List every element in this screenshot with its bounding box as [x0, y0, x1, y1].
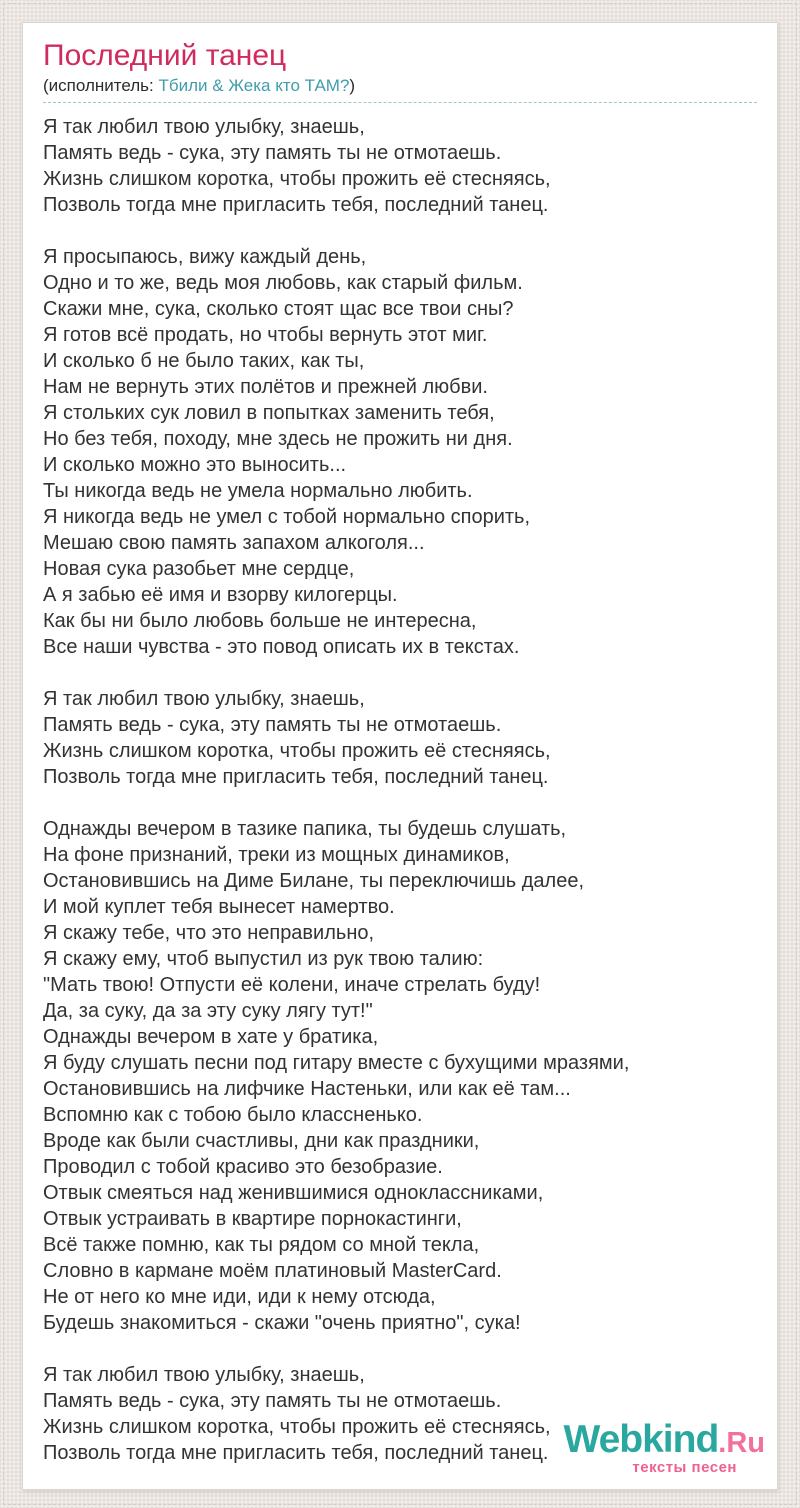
lyric-line: Проводил с тобой красиво это безобразие. [43, 1156, 443, 1178]
lyric-line: Память ведь - сука, эту память ты не отмотаешь. [43, 1390, 502, 1412]
lyric-line: Я просыпаюсь, вижу каждый день, [43, 246, 367, 268]
lyric-line: Одно и то же, ведь моя любовь, как старый фильм. [43, 272, 523, 294]
lyric-line: Жизнь слишком коротка, чтобы прожить её стесняясь, [43, 168, 551, 190]
lyric-line: Нам не вернуть этих полётов и прежней любви. [43, 376, 488, 398]
lyric-line: Память ведь - сука, эту память ты не отмотаешь. [43, 142, 502, 164]
lyric-line: Я так любил твою улыбку, знаешь, [43, 1364, 365, 1386]
logo-text-ru: .Ru [718, 1427, 765, 1459]
lyric-line: Все наши чувства - это повод описать их в текстах. [43, 636, 520, 658]
artist-line [43, 75, 757, 97]
lyric-line: Новая сука разобьет мне сердце, [43, 558, 355, 580]
lyric-line: Я буду слушать песни под гитару вместе с бухущими мразями, [43, 1052, 630, 1074]
webkind-logo[interactable] [563, 1420, 765, 1475]
lyric-line: Память ведь - сука, эту память ты не отмотаешь. [43, 714, 502, 736]
lyric-line: Я скажу ему, чтоб выпустил из рук твою талию: [43, 948, 484, 970]
lyric-line: И мой куплет тебя вынесет намертво. [43, 896, 395, 918]
logo-text-webkind: Webkind [563, 1418, 719, 1461]
stanza [43, 816, 757, 1336]
artist-label-suffix: ) [349, 76, 356, 95]
artist-link[interactable]: Тбили & Жека кто ТАМ? [158, 76, 350, 95]
lyric-line: Как бы ни было любовь больше не интересна, [43, 610, 477, 632]
lyric-line: Но без тебя, походу, мне здесь не прожить ни дня. [43, 428, 513, 450]
stanza [43, 114, 757, 218]
lyrics-text [43, 114, 757, 1466]
artist-label: (исполнитель: [43, 76, 159, 95]
lyric-line: Да, за суку, да за эту суку лягу тут!" [43, 1000, 373, 1022]
lyric-line: На фоне признаний, треки из мощных динамиков, [43, 844, 510, 866]
lyric-line: Я никогда ведь не умел с тобой нормально спорить, [43, 506, 531, 528]
stanza [43, 244, 757, 660]
lyric-line: Я готов всё продать, но чтобы вернуть этот миг. [43, 324, 488, 346]
lyric-line: Мешаю свою память запахом алкоголя... [43, 532, 425, 554]
lyric-line: Я так любил твою улыбку, знаешь, [43, 116, 365, 138]
stanza [43, 686, 757, 790]
dotted-separator [43, 102, 757, 103]
lyrics-card [22, 22, 778, 1490]
lyric-line: Ты никогда ведь не умела нормально любить. [43, 480, 473, 502]
lyric-line: Остановившись на Диме Билане, ты переключишь далее, [43, 870, 585, 892]
lyric-line: Будешь знакомиться - скажи "очень приятно", сука! [43, 1312, 521, 1334]
lyric-line: Я стольких сук ловил в попытках заменить тебя, [43, 402, 495, 424]
lyric-line: "Мать твою! Отпусти её колени, иначе стрелать буду! [43, 974, 541, 996]
lyric-line: И сколько б не было таких, как ты, [43, 350, 365, 372]
lyric-line: И сколько можно это выносить... [43, 454, 347, 476]
lyric-line: А я забью её имя и взорву килогерцы. [43, 584, 398, 606]
lyric-line: Не от него ко мне иди, иди к нему отсюда, [43, 1286, 436, 1308]
song-title: Последний танец [43, 39, 287, 72]
logo-tagline: тексты песен [632, 1459, 737, 1476]
lyric-line: Я скажу тебе, что это неправильно, [43, 922, 375, 944]
lyric-line: Отвык смеяться над женившимися одноклассниками, [43, 1182, 544, 1204]
lyric-line: Жизнь слишком коротка, чтобы прожить её стесняясь, [43, 1416, 551, 1438]
lyric-line: Позволь тогда мне пригласить тебя, последний танец. [43, 194, 549, 216]
lyric-line: Позволь тогда мне пригласить тебя, последний танец. [43, 1442, 549, 1464]
lyric-line: Жизнь слишком коротка, чтобы прожить её стесняясь, [43, 740, 551, 762]
lyric-line: Однажды вечером в тазике папика, ты будешь слушать, [43, 818, 567, 840]
lyric-line: Однажды вечером в хате у братика, [43, 1026, 379, 1048]
lyric-line: Позволь тогда мне пригласить тебя, последний танец. [43, 766, 549, 788]
lyric-line: Отвык устраивать в квартире порнокастинги, [43, 1208, 462, 1230]
lyric-line: Скажи мне, сука, сколько стоят щас все твои сны? [43, 298, 514, 320]
lyric-line: Всё также помню, как ты рядом со мной текла, [43, 1234, 480, 1256]
lyric-line: Остановившись на лифчике Настеньки, или как её там... [43, 1078, 571, 1100]
lyric-line: Вроде как были счастливы, дни как праздники, [43, 1130, 480, 1152]
lyric-line: Я так любил твою улыбку, знаешь, [43, 688, 365, 710]
lyric-line: Вспомню как с тобою было классненько. [43, 1104, 423, 1126]
logo-wordmark [563, 1420, 765, 1459]
lyric-line: Словно в кармане моём платиновый MasterCard. [43, 1260, 502, 1282]
